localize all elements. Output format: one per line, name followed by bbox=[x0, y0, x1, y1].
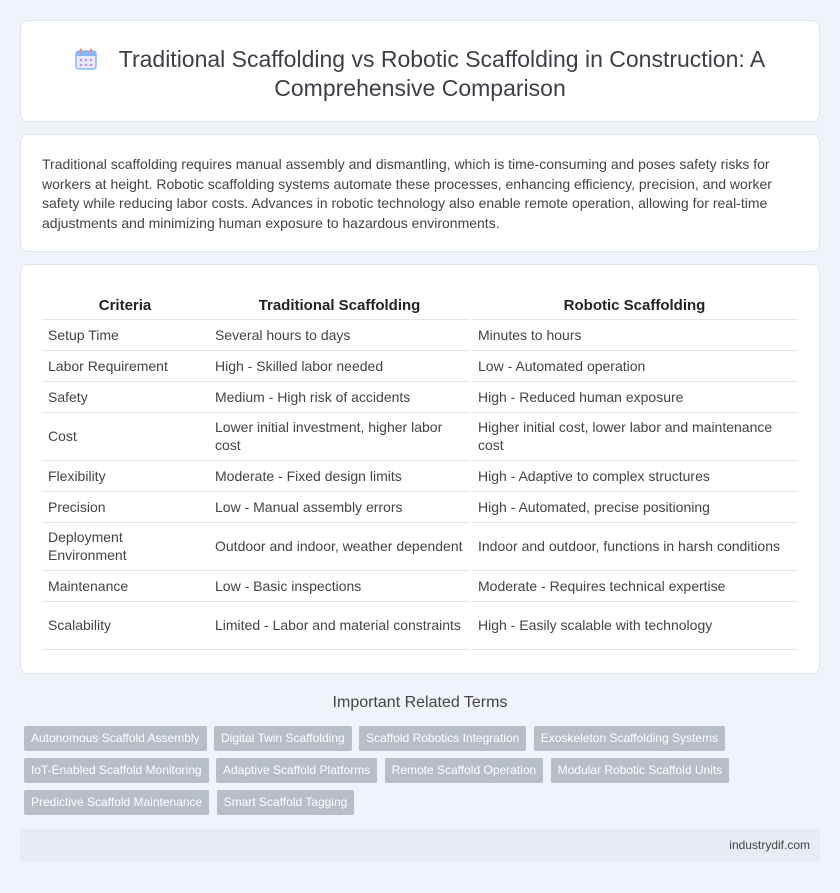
cell-robotic: High - Reduced human exposure bbox=[471, 381, 798, 412]
footer-site-link[interactable]: industrydif.com bbox=[729, 838, 810, 852]
comparison-table bbox=[42, 291, 798, 650]
cell-traditional: Several hours to days bbox=[208, 319, 471, 350]
related-term-tag[interactable]: Scaffold Robotics Integration bbox=[359, 726, 526, 751]
table-row bbox=[42, 601, 798, 649]
cell-traditional: Low - Basic inspections bbox=[208, 570, 471, 601]
header-traditional: Traditional Scaffolding bbox=[208, 291, 471, 319]
page-title-text: Traditional Scaffolding vs Robotic Scaffolding in Construction: A Comprehensive Comparison bbox=[118, 46, 766, 101]
related-term-tag[interactable]: Exoskeleton Scaffolding Systems bbox=[534, 726, 725, 751]
related-term-tag[interactable]: Remote Scaffold Operation bbox=[385, 758, 544, 783]
related-terms-title: Important Related Terms bbox=[332, 694, 508, 711]
cell-robotic: High - Easily scalable with technology bbox=[471, 601, 798, 649]
cell-criteria: Scalability bbox=[42, 601, 208, 649]
table-row bbox=[42, 570, 798, 601]
table-row bbox=[42, 319, 798, 350]
cell-criteria: Cost bbox=[42, 412, 208, 460]
table-row bbox=[42, 350, 798, 381]
title-card bbox=[20, 20, 820, 122]
cell-robotic: Higher initial cost, lower labor and maintenance cost bbox=[471, 412, 798, 460]
cell-criteria: Setup Time bbox=[42, 319, 208, 350]
header-robotic: Robotic Scaffolding bbox=[471, 291, 798, 319]
intro-card bbox=[20, 134, 820, 252]
cell-robotic: Indoor and outdoor, functions in harsh conditions bbox=[471, 522, 798, 570]
calendar-icon bbox=[75, 48, 97, 70]
cell-traditional: Moderate - Fixed design limits bbox=[208, 460, 471, 491]
tag-row bbox=[24, 726, 804, 758]
cell-traditional: Limited - Labor and material constraints bbox=[208, 601, 471, 649]
tag-row bbox=[24, 790, 804, 822]
related-term-tag[interactable]: IoT-Enabled Scaffold Monitoring bbox=[24, 758, 209, 783]
related-terms-list bbox=[24, 726, 804, 822]
cell-robotic: Low - Automated operation bbox=[471, 350, 798, 381]
related-term-tag[interactable]: Modular Robotic Scaffold Units bbox=[551, 758, 730, 783]
related-term-tag[interactable]: Autonomous Scaffold Assembly bbox=[24, 726, 207, 751]
related-term-tag[interactable]: Predictive Scaffold Maintenance bbox=[24, 790, 209, 815]
cell-traditional: Low - Manual assembly errors bbox=[208, 491, 471, 522]
table-row bbox=[42, 491, 798, 522]
cell-robotic: Minutes to hours bbox=[471, 319, 798, 350]
table-row bbox=[42, 412, 798, 460]
table-row bbox=[42, 381, 798, 412]
cell-criteria: Safety bbox=[42, 381, 208, 412]
cell-criteria: Labor Requirement bbox=[42, 350, 208, 381]
header-criteria: Criteria bbox=[42, 291, 208, 319]
related-term-tag[interactable]: Digital Twin Scaffolding bbox=[214, 726, 352, 751]
footer bbox=[20, 829, 820, 862]
cell-traditional: High - Skilled labor needed bbox=[208, 350, 471, 381]
cell-criteria: Deployment Environment bbox=[42, 522, 208, 570]
cell-robotic: Moderate - Requires technical expertise bbox=[471, 570, 798, 601]
page-title bbox=[21, 45, 819, 103]
table-header-row bbox=[42, 291, 798, 319]
cell-robotic: High - Adaptive to complex structures bbox=[471, 460, 798, 491]
table-row bbox=[42, 522, 798, 570]
related-term-tag[interactable]: Smart Scaffold Tagging bbox=[217, 790, 355, 815]
cell-robotic: High - Automated, precise positioning bbox=[471, 491, 798, 522]
table-row bbox=[42, 460, 798, 491]
cell-criteria: Flexibility bbox=[42, 460, 208, 491]
cell-criteria: Precision bbox=[42, 491, 208, 522]
comparison-card bbox=[20, 264, 820, 674]
cell-criteria: Maintenance bbox=[42, 570, 208, 601]
cell-traditional: Medium - High risk of accidents bbox=[208, 381, 471, 412]
cell-traditional: Lower initial investment, higher labor cost bbox=[208, 412, 471, 460]
intro-paragraph: Traditional scaffolding requires manual assembly and dismantling, which is time-consuming and poses safety risks for workers at height. Robotic scaffolding systems automate these processes, enhancing efficiency, precision, and worker safety while reducing labor costs. Advances in robotic technology also enable remote operation, allowing for real-time adjustments and minimizing human exposure to hazardous environments. bbox=[42, 156, 772, 231]
cell-traditional: Outdoor and indoor, weather dependent bbox=[208, 522, 471, 570]
tag-row bbox=[24, 758, 804, 790]
related-term-tag[interactable]: Adaptive Scaffold Platforms bbox=[216, 758, 377, 783]
